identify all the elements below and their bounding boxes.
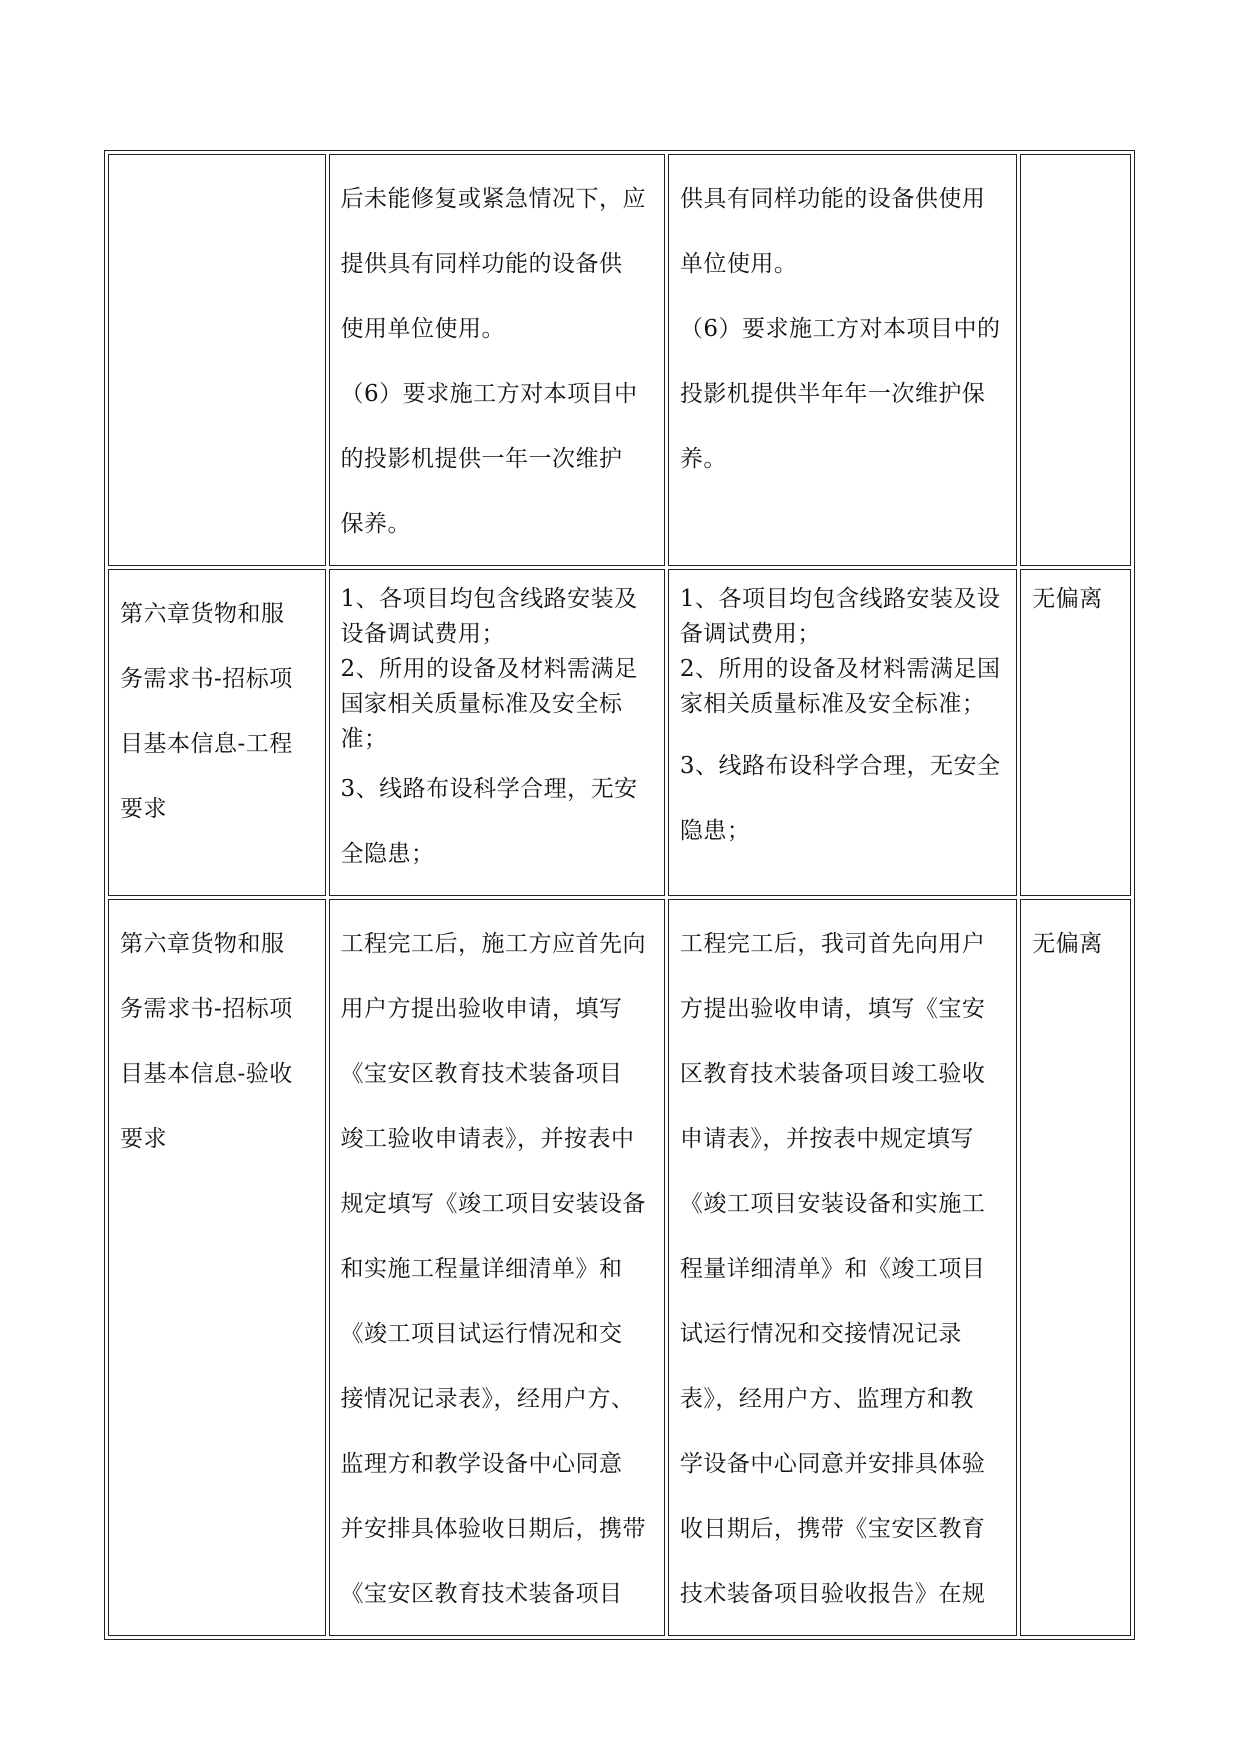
deviation-cell [1020, 569, 1131, 896]
text-line: 3、线路布设科学合理，无安 [340, 776, 638, 802]
text-line: 《宝安区教育技术装备项目 [340, 1581, 623, 1607]
text-line: （6）要求施工方对本项目中的 [679, 316, 1001, 342]
text-line: 规定填写《竣工项目安装设备 [340, 1191, 646, 1217]
text-line: 竣工验收申请表》，并按表中 [340, 1126, 635, 1152]
table-row [108, 569, 1131, 896]
text-line: 试运行情况和交接情况记录 [679, 1321, 962, 1347]
text-line: 1、各项目均包含线路安装及设 [679, 586, 1001, 612]
table-row [108, 899, 1131, 1636]
text-line: （6）要求施工方对本项目中 [340, 381, 638, 407]
response-cell [668, 569, 1017, 896]
text-line: 技术装备项目验收报告》在规 [679, 1581, 986, 1607]
deviation-status: 无偏离 [1032, 931, 1103, 957]
text-line: 设备调试费用； [340, 621, 505, 647]
requirement-cell [329, 569, 665, 896]
text-line: 1、各项目均包含线路安装及 [340, 586, 638, 612]
text-line: 目基本信息-验收 [120, 1061, 293, 1087]
requirement-cell [329, 899, 665, 1636]
text-line: 2、所用的设备及材料需满足国 [679, 656, 1001, 682]
text-line: 程量详细清单》和《竣工项目 [679, 1256, 986, 1282]
text-line: 监理方和教学设备中心同意 [340, 1451, 623, 1477]
text-line: 投影机提供半年年一次维护保 [679, 381, 986, 407]
requirement-cell [329, 154, 665, 566]
text-line: 家相关质量标准及安全标准； [679, 691, 986, 717]
response-cell [668, 899, 1017, 1636]
text-line: 全隐患； [340, 841, 435, 867]
text-line: 用户方提出验收申请，填写 [340, 996, 623, 1022]
text-line: 和实施工程量详细清单》和 [340, 1256, 623, 1282]
text-line: 《竣工项目试运行情况和交 [340, 1321, 623, 1347]
text-line: 务需求书-招标项 [120, 996, 293, 1022]
text-line: 方提出验收申请，填写《宝安 [679, 996, 986, 1022]
text-line: 目基本信息-工程 [120, 731, 293, 757]
text-line: 国家相关质量标准及安全标 [340, 691, 623, 717]
text-line: 2、所用的设备及材料需满足 [340, 656, 638, 682]
text-line: 接情况记录表》，经用户方、 [340, 1386, 635, 1412]
text-line: 要求 [120, 796, 167, 822]
text-line: 《宝安区教育技术装备项目 [340, 1061, 623, 1087]
text-line: 后未能修复或紧急情况下，应 [340, 186, 646, 212]
text-line: 保养。 [340, 511, 411, 537]
response-cell [668, 154, 1017, 566]
table-row [108, 154, 1131, 566]
text-line: 收日期后，携带《宝安区教育 [679, 1516, 986, 1542]
text-line: 《竣工项目安装设备和实施工 [679, 1191, 986, 1217]
text-line: 使用单位使用。 [340, 316, 505, 342]
text-line: 准； [340, 726, 388, 752]
text-line: 养。 [679, 446, 727, 472]
text-line: 区教育技术装备项目竣工验收 [679, 1061, 986, 1087]
compliance-table [104, 150, 1135, 1640]
text-line: 单位使用。 [679, 251, 798, 277]
deviation-cell [1020, 154, 1131, 566]
text-line: 表》，经用户方、监理方和教 [679, 1386, 974, 1412]
text-line: 第六章货物和服 [120, 601, 285, 627]
spacer [680, 722, 1006, 734]
clause-cell [108, 569, 326, 896]
text-line: 隐患； [679, 818, 751, 844]
text-line: 申请表》，并按表中规定填写 [679, 1126, 974, 1152]
text-line: 务需求书-招标项 [120, 666, 293, 692]
text-line: 提供具有同样功能的设备供 [340, 251, 623, 277]
text-line: 要求 [120, 1126, 167, 1152]
deviation-cell [1020, 899, 1131, 1636]
text-line: 学设备中心同意并安排具体验 [679, 1451, 986, 1477]
text-line: 备调试费用； [679, 621, 821, 647]
deviation-status: 无偏离 [1032, 586, 1103, 612]
text-line: 工程完工后，我司首先向用户 [679, 931, 986, 957]
text-line: 供具有同样功能的设备供使用 [679, 186, 986, 212]
text-line: 第六章货物和服 [120, 931, 285, 957]
text-line: 3、线路布设科学合理，无安全 [679, 753, 1001, 779]
text-line: 工程完工后，施工方应首先向 [340, 931, 646, 957]
text-line: 的投影机提供一年一次维护 [340, 446, 623, 472]
text-line: 并安排具体验收日期后，携带 [340, 1516, 646, 1542]
clause-cell [108, 899, 326, 1636]
clause-cell [108, 154, 326, 566]
